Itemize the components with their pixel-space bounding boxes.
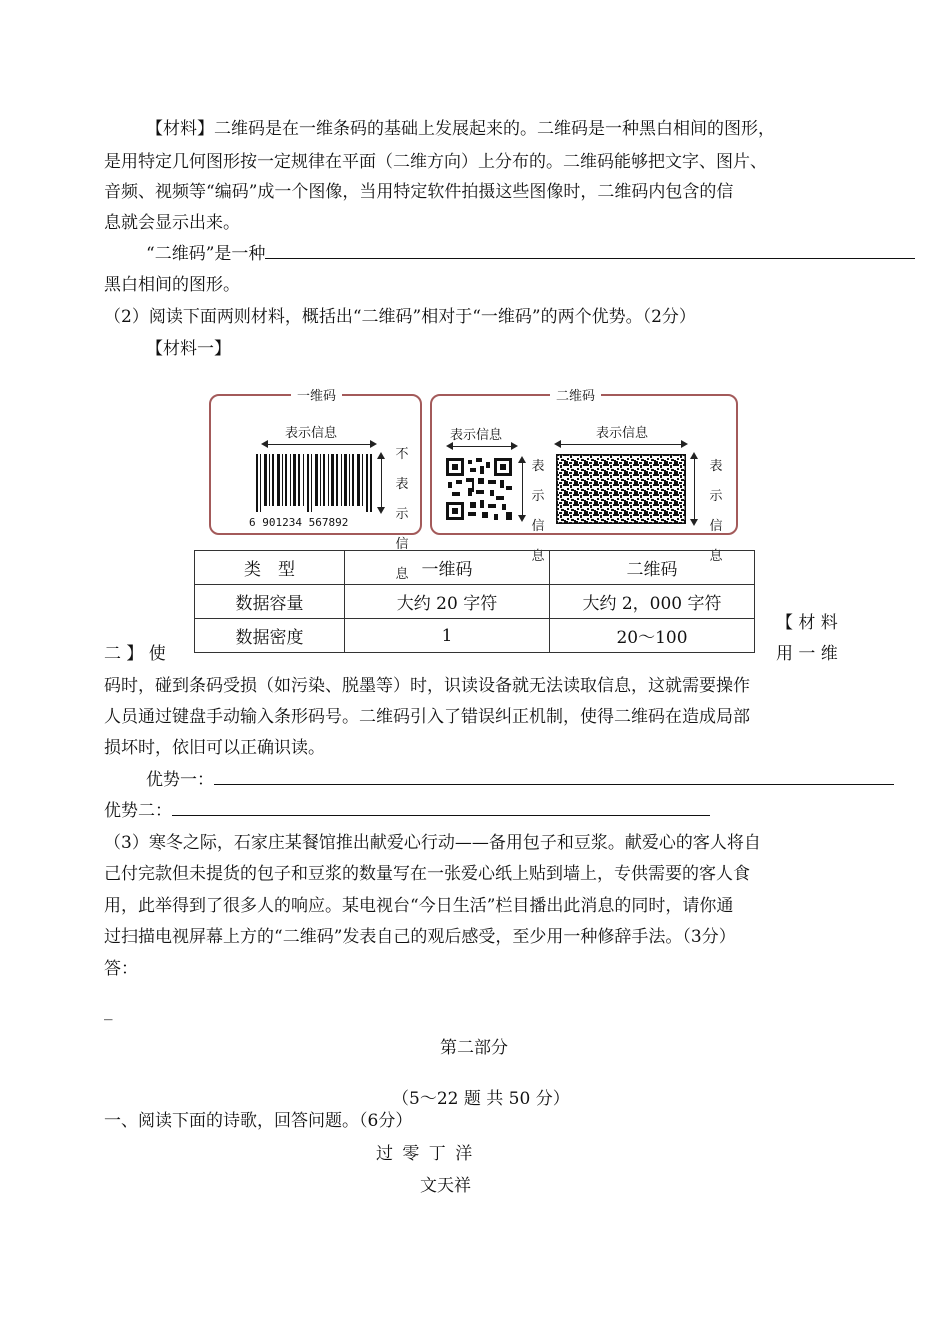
material-line: 息就会显示出来。	[104, 213, 240, 233]
vertical-arrow-icon	[694, 454, 695, 524]
table-row	[195, 585, 755, 619]
table-cell: 大约 20 字符	[345, 585, 550, 619]
advantage-1-label: 优势一：	[146, 770, 214, 790]
qrcode-small-info-label: 表示信息	[450, 428, 503, 443]
qrcode-small-side-label: 表 示 信 息	[531, 459, 545, 564]
question-3-line: 己付完款但未提货的包子和豆浆的数量写在一张爱心纸上贴到墙上，专供需要的客人食	[104, 864, 750, 884]
table-cell: 数据容量	[195, 585, 345, 619]
qrcode-big-side-label: 表 示 信 息	[709, 459, 723, 564]
table-cell: 1	[345, 619, 550, 653]
answer-blank[interactable]	[214, 768, 894, 785]
table-header-cell: 类 型	[195, 551, 345, 585]
material-2-line: 人员通过键盘手动输入条形码号。二维码引入了错误纠正机制，使得二维码在造成局部	[104, 707, 750, 727]
table-cell: 20～100	[550, 619, 755, 653]
poem-author: 文天祥	[420, 1176, 471, 1196]
qrcode-panel	[430, 389, 738, 564]
part-2-title: 第二部分	[440, 1038, 508, 1058]
comparison-table	[194, 550, 755, 653]
barcode-image	[255, 454, 373, 518]
barcode-digits: 6 901234 567892	[249, 516, 349, 529]
question-3-line: 用，此举得到了很多人的响应。某电视台“今日生活”栏目播出此消息的同时，请你通	[104, 896, 734, 916]
material-2-line: 码时，碰到条码受损（如污染、脱墨等）时，识读设备就无法读取信息，这就需要操作	[104, 676, 750, 696]
material-line: 【材料】二维码是在一维条码的基础上发展起来的。二维码是一种黑白相间的图形，	[146, 119, 775, 139]
table-cell: 数据密度	[195, 619, 345, 653]
horizontal-arrow-icon	[556, 444, 686, 445]
qrcode-small-image	[446, 458, 512, 520]
material-2-line: 损坏时，依旧可以正确识读。	[104, 738, 325, 758]
part-2-range: （5～22 题 共 50 分）	[392, 1089, 570, 1109]
question-3-line: （3）寒冬之际，石家庄某餐馆推出献爱心行动——备用包子和豆浆。献爱心的客人将自	[104, 833, 761, 853]
answer-dash[interactable]: _	[104, 1001, 113, 1021]
table-header-cell: 一维码	[345, 551, 550, 585]
answer-blank[interactable]	[172, 799, 710, 816]
fill-prefix: “二维码”是一种	[146, 244, 266, 264]
table-row	[195, 619, 755, 653]
question-2-prompt: （2）阅读下面两则材料，概括出“二维码”相对于“一维码”的两个优势。（2分）	[104, 307, 696, 327]
material-2-line-left: 二 】 使	[104, 644, 166, 664]
horizontal-arrow-icon	[448, 446, 516, 447]
vertical-arrow-icon	[381, 454, 382, 512]
qrcode-panel-title: 二维码	[550, 385, 601, 404]
advantage-2-label: 优势二：	[104, 801, 172, 821]
material-2-label: 【 材 料	[776, 613, 838, 633]
advantage-2	[104, 799, 710, 823]
material-2-line-right: 用 一 维	[776, 644, 838, 664]
material-1-label: 【材料一】	[146, 339, 231, 359]
qrcode-big-info-label: 表示信息	[596, 426, 649, 441]
question-3-line: 过扫描电视屏幕上方的“二维码”发表自己的观后感受，至少用一种修辞手法。（3分）	[104, 927, 736, 947]
qrcode-big-image	[556, 454, 686, 524]
barcode-info-label: 表示信息	[285, 426, 338, 441]
horizontal-arrow-icon	[263, 444, 375, 445]
fill-suffix: 黑白相间的图形。	[104, 275, 240, 295]
table-header-cell: 二维码	[550, 551, 755, 585]
barcode-side-label: 不 表 示 信 息	[395, 447, 409, 582]
table-header-row	[195, 551, 755, 585]
vertical-arrow-icon	[522, 458, 523, 520]
advantage-1	[146, 768, 894, 792]
table-cell: 大约 2，000 字符	[550, 585, 755, 619]
material-line: 音频、视频等“编码”成一个图像，当用特定软件拍摄这些图像时，二维码内包含的信	[104, 182, 734, 202]
section-1-heading: 一、阅读下面的诗歌，回答问题。（6分）	[104, 1111, 413, 1131]
poem-title: 过 零 丁 洋	[376, 1144, 475, 1164]
answer-label: 答：	[104, 959, 138, 979]
material-line: 是用特定几何图形按一定规律在平面（二维方向）上分布的。二维码能够把文字、图片、	[104, 152, 767, 172]
answer-blank[interactable]	[265, 242, 915, 259]
fill-in-question	[146, 242, 915, 266]
barcode-panel-title: 一维码	[291, 385, 342, 404]
